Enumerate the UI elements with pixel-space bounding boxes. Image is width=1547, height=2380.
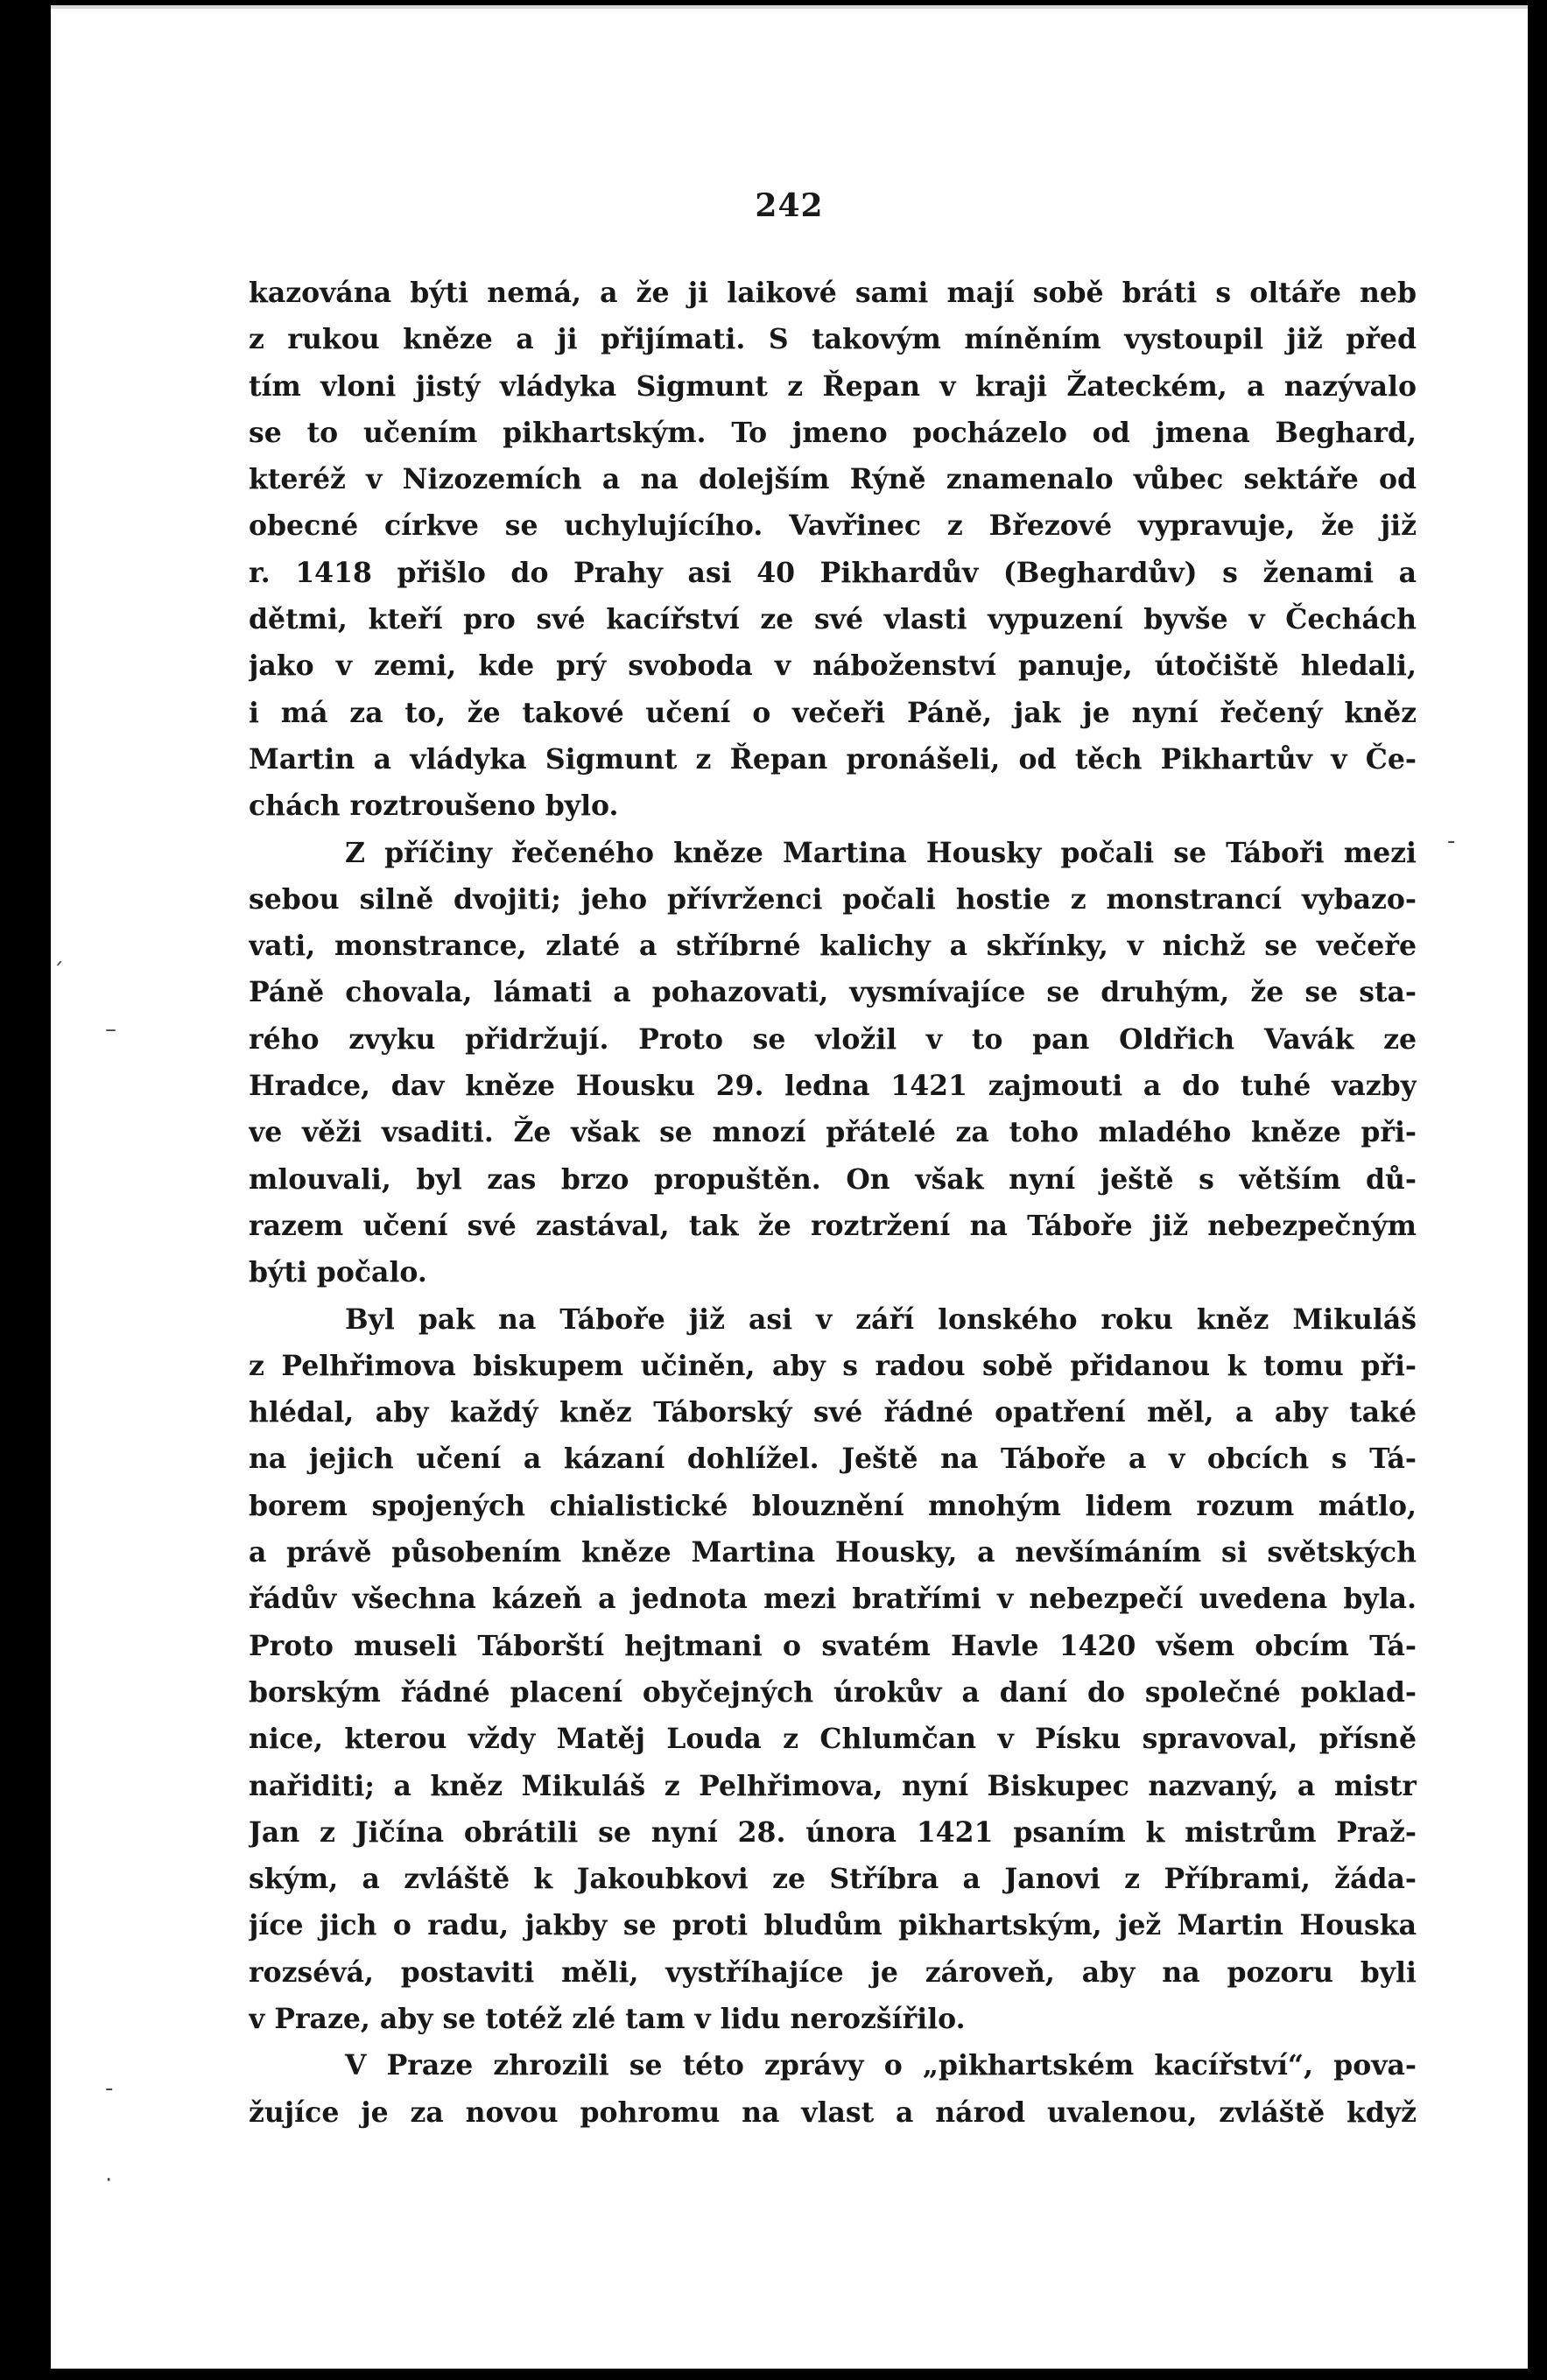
margin-scan-mark: - xyxy=(105,2075,114,2102)
text-line: z rukou kněze a ji přijímati. S takovým míněním vystoupil již před xyxy=(249,323,1417,356)
text-line: borským řádné placení obyčejných úrokův a daní do společné poklad- xyxy=(249,1675,1417,1709)
text-line: obecné církve se uchylujícího. Vavřinec z Březové vypravuje, že již xyxy=(249,509,1417,543)
page-number: 242 xyxy=(755,187,824,224)
margin-scan-mark: – xyxy=(105,1016,116,1043)
text-line: jíce jich o radu, jakby se proti bludům pikhartským, jež Martin Houska xyxy=(249,1909,1417,1942)
text-line: a právě působením kněze Martina Housky, a nevšímáním si světských xyxy=(249,1536,1417,1569)
text-line: sebou silně dvojiti; jeho přívrženci počali hostie z monstrancí vybazo- xyxy=(249,882,1417,916)
text-line: i má za to, že takové učení o večeři Páně, jak je nyní řečený kněz xyxy=(249,696,1417,729)
text-line: nařiditi; a kněz Mikuláš z Pelhřimova, nyní Biskupec nazvaný, a mistr xyxy=(249,1769,1417,1802)
text-line: jako v zemi, kde prý svoboda v náboženství panuje, útočiště hledali, xyxy=(249,649,1417,683)
page-top-edge xyxy=(51,5,1528,9)
text-line: rozsévá, postaviti měli, vystříhajíce je zároveň, aby na pozoru byli xyxy=(249,1955,1417,1989)
body-text xyxy=(249,270,1417,2136)
text-line: tím vloni jistý vládyka Sigmunt z Řepan v kraji Žateckém, a nazývalo xyxy=(249,369,1417,403)
text-line: r. 1418 přišlo do Prahy asi 40 Pikhardův (Beghardův) s ženami a xyxy=(249,556,1417,589)
text-line: ve věži vsaditi. Že však se mnozí přátelé za toho mladého kněze při- xyxy=(249,1116,1417,1149)
text-line: Martin a vládyka Sigmunt z Řepan pronášeli, od těch Pikhartův v Če- xyxy=(249,742,1417,776)
text-line: Hradce, dav kněze Housku 29. ledna 1421 zajmouti a do tuhé vazby xyxy=(249,1070,1417,1103)
text-line: kteréž v Nizozemích a na dolejším Rýně znamenalo vůbec sektáře od xyxy=(249,463,1417,496)
paragraph-end-line: v Praze, aby se totéž zlé tam v lidu nerozšířilo. xyxy=(249,2002,966,2035)
text-line: rého zvyku přidržují. Proto se vložil v to pan Oldřich Vavák ze xyxy=(249,1022,1417,1056)
paragraph-end-line: chách roztroušeno bylo. xyxy=(249,790,619,823)
text-line: řádův všechna kázeň a jednota mezi bratřími v nebezpečí uvedena byla. xyxy=(249,1583,1417,1616)
paragraph-start-line: V Praze zhrozili se této zprávy o „pikhartském kacířství“, pova- xyxy=(345,2049,1417,2082)
text-line: Jan z Jičína obrátili se nyní 28. února 1421 psaním k mistrům Praž- xyxy=(249,1815,1417,1849)
paragraph-end-line: býti počalo. xyxy=(249,1256,427,1289)
text-line: ským, a zvláště k Jakoubkovi ze Stříbra a Janovi z Příbrami, žáda- xyxy=(249,1863,1417,1896)
book-page xyxy=(51,5,1528,2369)
text-line: nice, kterou vždy Matěj Louda z Chlumčan v Písku spravoval, přísně xyxy=(249,1723,1417,1756)
paragraph-start-line: Byl pak na Táboře již asi v září lonského roku kněz Mikuláš xyxy=(345,1302,1417,1336)
text-line: mlouvali, byl zas brzo propuštěn. On však nyní ještě s větším dů- xyxy=(249,1162,1417,1196)
text-line: razem učení své zastával, tak že roztržení na Táboře již nebezpečným xyxy=(249,1209,1417,1242)
text-line: žujíce je za novou pohromu na vlast a národ uvalenou, zvláště když xyxy=(249,2096,1417,2129)
text-line: vati, monstrance, zlaté a stříbrné kalichy a skřínky, v nichž se večeře xyxy=(249,930,1417,963)
text-line: na jejich učení a kázaní dohlížel. Ještě na Táboře a v obcích s Tá- xyxy=(249,1443,1417,1476)
margin-scan-mark: · xyxy=(105,2167,113,2194)
text-line: Proto museli Táborští hejtmani o svatém Havle 1420 všem obcím Tá- xyxy=(249,1629,1417,1662)
text-line: borem spojených chialistické blouznění mnohým lidem rozum mátlo, xyxy=(249,1489,1417,1522)
text-line: Páně chovala, lámati a pohazovati, vysmívajíce se druhým, že se sta- xyxy=(249,976,1417,1009)
margin-scan-mark: ˊ xyxy=(53,959,64,986)
margin-scan-mark: - xyxy=(1447,828,1456,854)
text-line: se to učením pikhartským. To jmeno pocházelo od jmena Beghard, xyxy=(249,416,1417,449)
paragraph-start-line: Z příčiny řečeného kněze Martina Housky počali se Táboři mezi xyxy=(345,836,1417,869)
text-line: hlédal, aby každý kněz Táborský své řádné opatření měl, a aby také xyxy=(249,1396,1417,1429)
text-line: dětmi, kteří pro své kacířství ze své vlasti vypuzení byvše v Čechách xyxy=(249,603,1417,636)
text-line: kazována býti nemá, a že ji laikové sami mají sobě bráti s oltáře neb xyxy=(249,277,1417,309)
text-line: z Pelhřimova biskupem učiněn, aby s radou sobě přidanou k tomu při- xyxy=(249,1349,1417,1382)
